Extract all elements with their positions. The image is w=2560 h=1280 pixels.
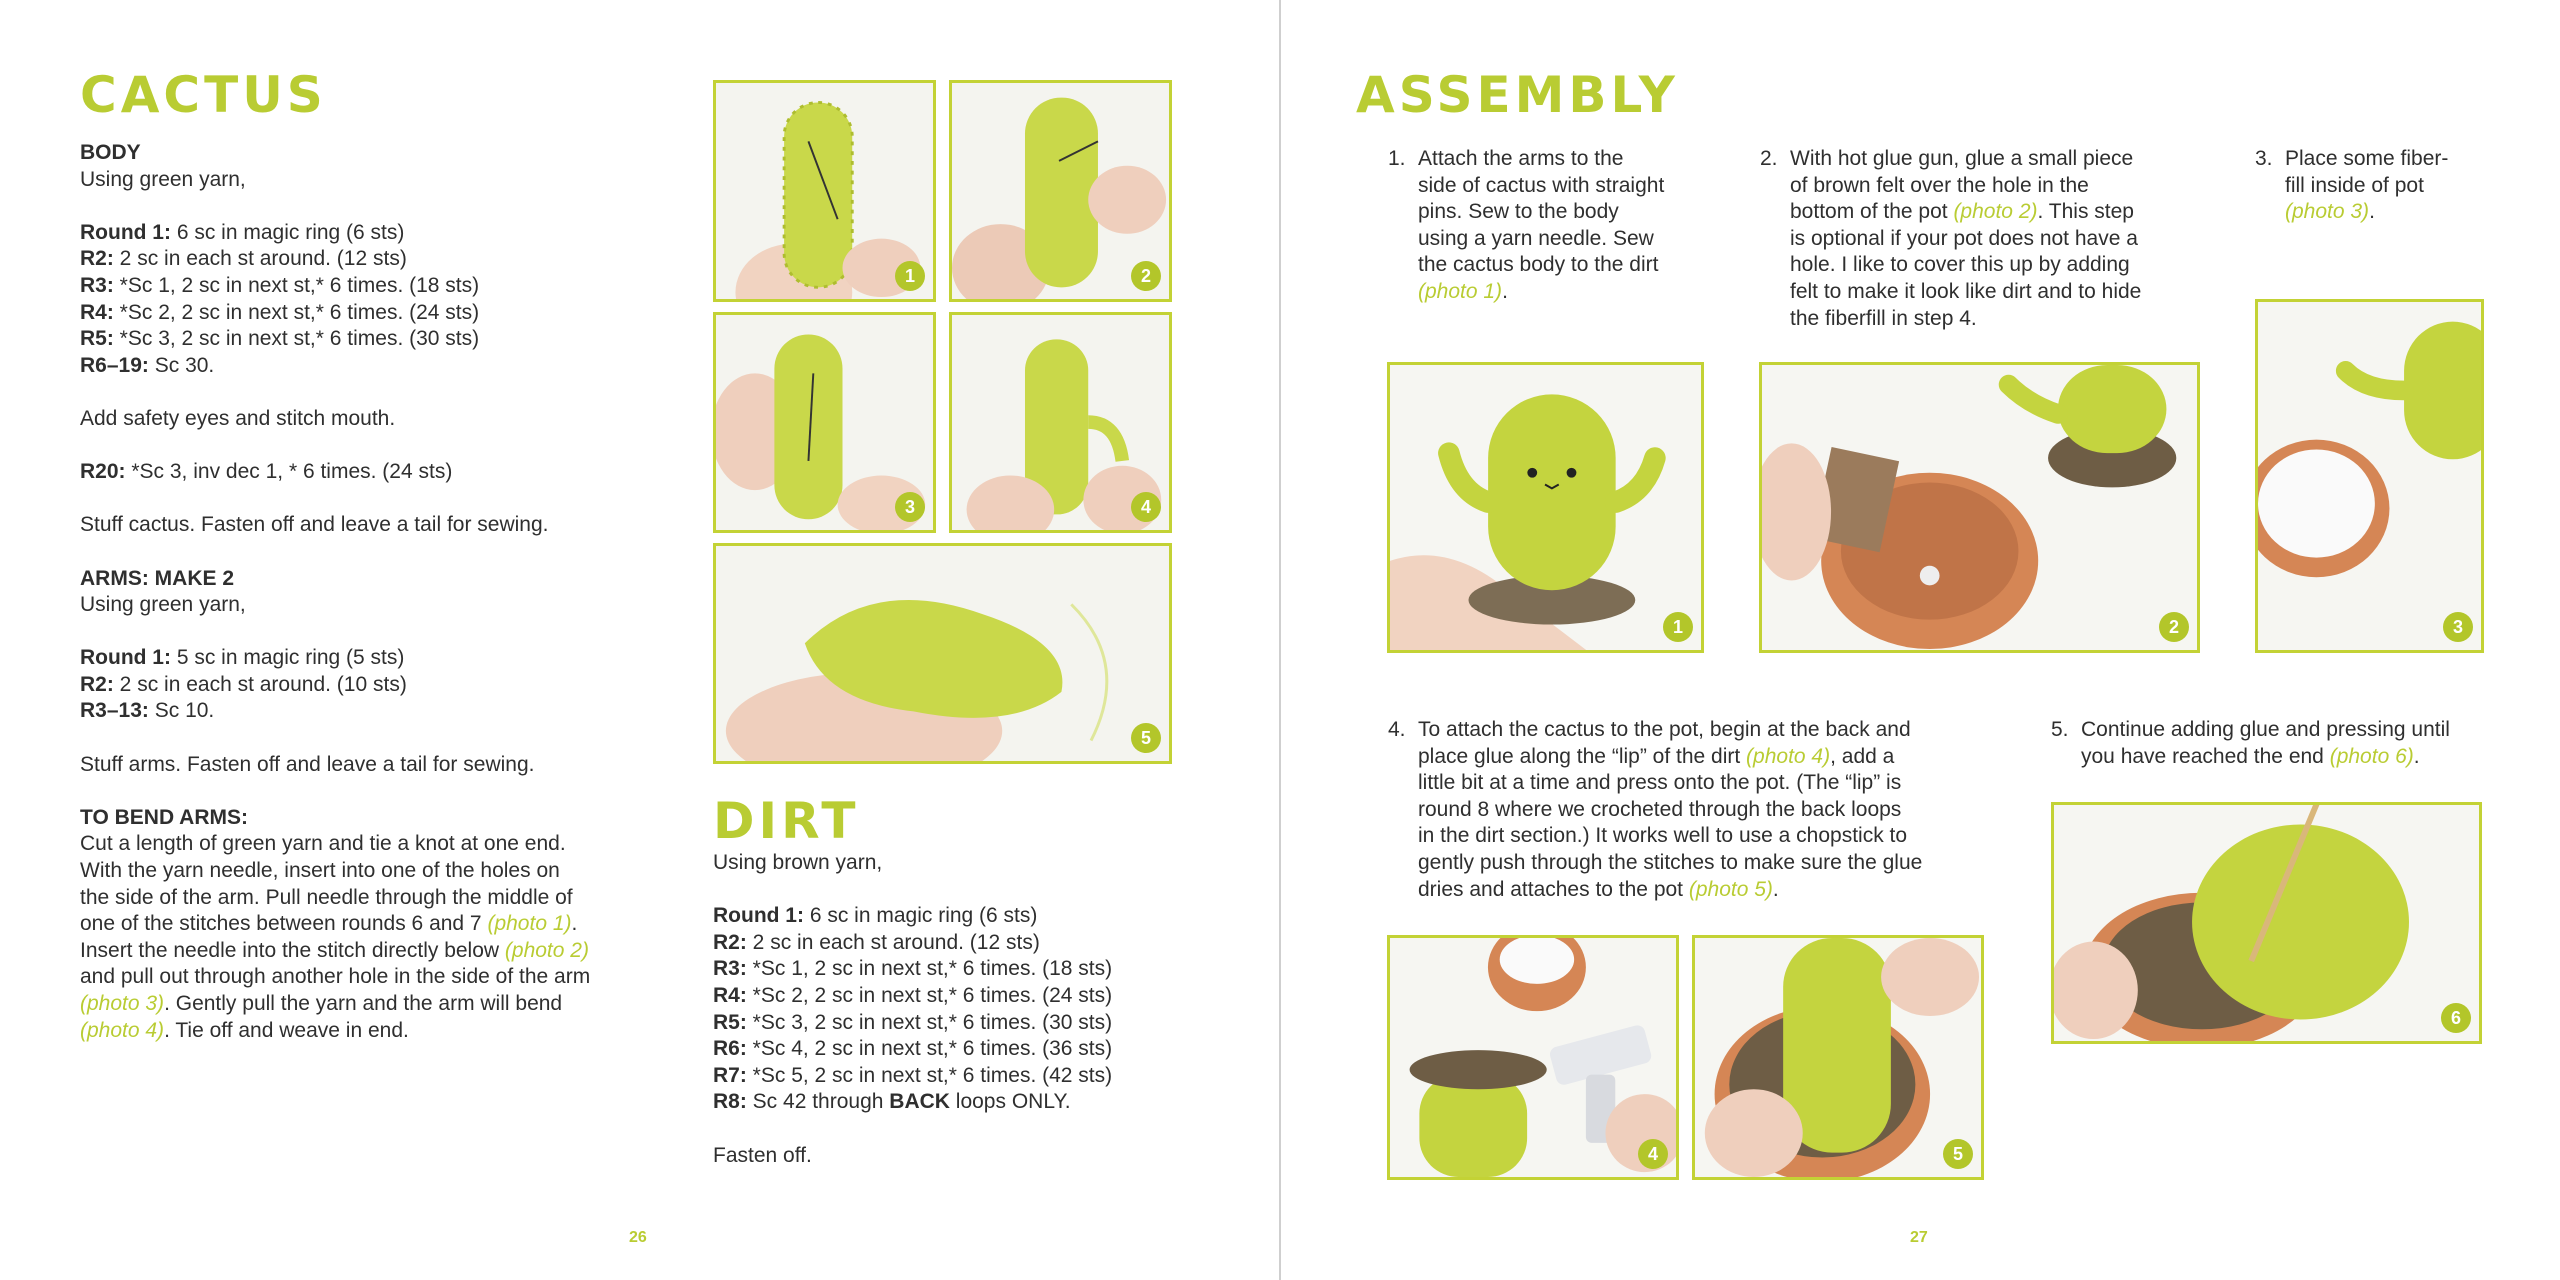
bend-line: With the yarn needle, insert into one of the holes on [80, 859, 560, 883]
arms-round-3-13: R3–13: Sc 10. [80, 699, 215, 723]
bend-heading: TO BEND ARMS: [80, 805, 248, 829]
photo-number-badge: 1 [1663, 612, 1693, 642]
dirt-round-6: R6: *Sc 4, 2 sc in next st,* 6 times. (36 sts) [713, 1037, 1113, 1061]
page-number: 27 [1910, 1229, 1928, 1246]
dirt-fasten-note: Fasten off. [713, 1143, 812, 1167]
photo-number-badge: 4 [1638, 1139, 1668, 1169]
photo-number-badge: 2 [1131, 261, 1161, 291]
body-heading: BODY [80, 141, 141, 164]
stuff-cactus-note: Stuff cactus. Fasten off and leave a tail for sewing. [80, 513, 549, 537]
cactus-pattern-text [80, 140, 590, 1044]
right-page: ASSEMBLY 1. Attach the arms to the side of cactus with straight pins. Sew to the body using a yarn needle. Sew the cactus body to the dirt (photo 1). 2. With hot glue gun, glue a small piece of brown felt over the hole in the bottom of the pot (photo 2). This step is optional if your pot does not have a hole. I like to cover this up by adding felt to make it look like dirt and to hide the fiberfill in step 4. 3. Place some fiber- fill inside of pot (photo 3). 1 2 3 4. To attach the cactus to the pot, begin at the back and place glue along the “lip” of the dirt (photo 4), add a little bit at a time and press onto the pot. (The “lip” is round 8 where we crocheted through the back loops in the dirt section.) It works well to use a chopstick to gently push through the stitches to make sure the glue dries and attaches to the pot (photo 5). 5. Continue adding glue and pressing until you have reached the end (photo 6). 4 5 6 27 [1281, 0, 2560, 1280]
assembly-title: ASSEMBLY [1356, 66, 1679, 124]
photo-fiberfill [2255, 299, 2484, 653]
step-number: 1. [1388, 147, 1406, 170]
cactus-title: CACTUS [80, 66, 327, 124]
bend-line: the side of the arm. Pull needle through the middle of [80, 885, 573, 909]
photo-press-pot [1692, 935, 1984, 1180]
dirt-round-5: R5: *Sc 3, 2 sc in next st,* 6 times. (30 sts) [713, 1010, 1113, 1034]
step-number: 2. [1760, 147, 1778, 170]
body-round-5: R5: *Sc 3, 2 sc in next st,* 6 times. (30 sts) [80, 327, 480, 351]
dirt-round-7: R7: *Sc 5, 2 sc in next st,* 6 times. (42 sts) [713, 1063, 1113, 1087]
body-round-6-19: R6–19: Sc 30. [80, 353, 215, 377]
arms-intro: Using green yarn, [80, 593, 246, 617]
photo-pot-felt [1759, 362, 2200, 653]
photo-arm-pull [949, 80, 1172, 302]
photo-number-badge: 3 [2443, 612, 2473, 642]
photo-number-badge: 6 [2441, 1003, 2471, 1033]
dirt-round-1: Round 1: 6 sc in magic ring (6 sts) [713, 904, 1038, 928]
bend-line: one of the stitches between rounds 6 and 7 (photo 1). [80, 912, 578, 936]
dirt-round-4: R4: *Sc 2, 2 sc in next st,* 6 times. (24 sts) [713, 983, 1113, 1007]
dirt-round-8: R8: Sc 42 through BACK loops ONLY. [713, 1090, 1071, 1114]
left-page [0, 0, 1279, 1280]
step-number: 5. [2051, 718, 2069, 741]
step-number: 4. [1388, 718, 1406, 741]
photo-number-badge: 1 [895, 261, 925, 291]
bend-line: (photo 4). Tie off and weave in end. [80, 1018, 409, 1042]
photo-arm-bent [949, 312, 1172, 533]
body-round-20: R20: *Sc 3, inv dec 1, * 6 times. (24 sts) [80, 460, 453, 484]
photo-chopstick [2051, 802, 2482, 1044]
arms-round-2: R2: 2 sc in each st around. (10 sts) [80, 672, 407, 696]
bend-line: and pull out through another hole in the side of the arm [80, 965, 591, 989]
body-round-1: Round 1: 6 sc in magic ring (6 sts) [80, 220, 405, 244]
photo-arm-bend [713, 543, 1172, 764]
photo-number-badge: 2 [2159, 612, 2189, 642]
body-intro: Using green yarn, [80, 167, 246, 191]
step-number: 3. [2255, 147, 2273, 170]
bend-line: Cut a length of green yarn and tie a knot at one end. [80, 832, 566, 856]
page-number: 26 [629, 1229, 647, 1246]
photo-number-badge: 5 [1943, 1139, 1973, 1169]
arms-round-1: Round 1: 5 sc in magic ring (5 sts) [80, 646, 405, 670]
photo-number-badge: 5 [1131, 723, 1161, 753]
body-round-2: R2: 2 sc in each st around. (12 sts) [80, 247, 407, 271]
eyes-note: Add safety eyes and stitch mouth. [80, 406, 396, 430]
photo-glue-gun [1387, 935, 1679, 1180]
dirt-round-3: R3: *Sc 1, 2 sc in next st,* 6 times. (18 sts) [713, 957, 1113, 981]
body-round-3: R3: *Sc 1, 2 sc in next st,* 6 times. (18 sts) [80, 273, 480, 297]
photo-number-badge: 3 [895, 492, 925, 522]
dirt-title: DIRT [713, 792, 860, 850]
stuff-arms-note: Stuff arms. Fasten off and leave a tail for sewing. [80, 752, 535, 776]
dirt-intro: Using brown yarn, [713, 851, 883, 874]
bend-line: Insert the needle into the stitch directly below (photo 2) [80, 938, 589, 962]
dirt-round-2: R2: 2 sc in each st around. (12 sts) [713, 930, 1040, 954]
dirt-pattern-text [713, 850, 1112, 1169]
body-round-4: R4: *Sc 2, 2 sc in next st,* 6 times. (24 sts) [80, 300, 480, 324]
photo-arm-third [713, 312, 936, 533]
photo-number-badge: 4 [1131, 492, 1161, 522]
photo-arm-needle [713, 80, 936, 302]
photo-cactus-in-hand [1387, 362, 1704, 653]
bend-line: (photo 3). Gently pull the yarn and the arm will bend [80, 992, 563, 1015]
arms-heading: ARMS: MAKE 2 [80, 566, 235, 590]
